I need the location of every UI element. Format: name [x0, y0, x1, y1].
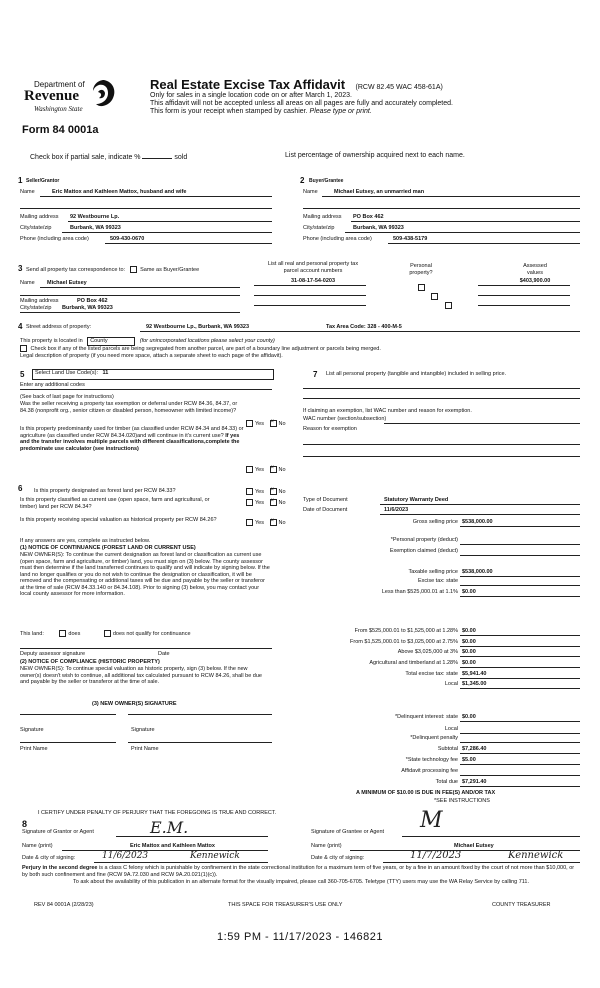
availability-note: To ask about the availability of this publication in an alternate format for the visually impaired, please call 360-705-6705. Teletype (TTY) users may use the WA Relay Service by calling 711. — [72, 879, 530, 885]
form-sub2: This affidavit will not be accepted unless all areas on all pages are fully and accurately completed. — [150, 100, 453, 107]
does-label: does — [68, 630, 81, 637]
deputy-date-label: Date — [158, 651, 170, 657]
owner-print-label-2: Print Name — [131, 746, 159, 752]
tax-row-label: *Delinquent interest: state — [395, 714, 458, 720]
tax-row-label: Taxable selling price — [408, 569, 458, 575]
assessed-heading — [500, 263, 570, 276]
parcel-heading-line2: parcel account numbers — [283, 267, 343, 274]
grantee-name-value[interactable]: Michael Eutsey — [454, 843, 494, 849]
buyer-mailing-line — [351, 221, 580, 222]
tax-row-line — [460, 678, 580, 679]
section3-heading-row — [26, 266, 199, 273]
notice2-text: NEW OWNER(S): To continue special valuation as historic property, sign (3) below. If the new owner(s) doesn't wish to continue, all additional tax calculated pursuant to RCW 84.26, shall be due and payable by the seller or transferor at the time of sale. — [20, 666, 262, 685]
s6q1-no-label: No — [278, 488, 286, 495]
agency-line3: Washington State — [34, 105, 83, 113]
tax-row-line — [460, 635, 580, 636]
s6q3-no-label: No — [278, 519, 286, 526]
legal-description-label: Legal description of property (if you need more space, attach a separate sheet to each page of the affidavit). — [20, 353, 283, 359]
tax-row-line — [460, 775, 580, 776]
buyer-name-value[interactable]: Michael Eutsey, an unmarried man — [334, 189, 425, 195]
q1-yes-checkbox[interactable] — [246, 420, 253, 427]
buyer-city-line — [345, 232, 580, 233]
owner-sig-line-right — [128, 714, 272, 715]
land-use-select[interactable] — [32, 369, 274, 380]
s6q2-no-label: No — [278, 499, 286, 506]
section6-q2: Is this property classified as current use (open space, farm and agricultural, or timber) land per RCW 84.34? — [20, 497, 210, 510]
grantor-name-value[interactable]: Eric Mattox and Kathleen Mattox — [130, 843, 215, 849]
doc-type-label: Type of Document — [303, 497, 348, 503]
reason-label: Reason for exemption — [303, 426, 357, 432]
owner-print-line-right — [128, 742, 272, 743]
tax-row-line — [460, 786, 580, 787]
grantee-signature: M — [420, 808, 443, 833]
county-select[interactable]: County — [87, 337, 135, 346]
segregated-row — [20, 345, 381, 352]
wac-line — [384, 423, 580, 424]
see-back-note: (See back of last page for instructions) — [20, 394, 114, 400]
tax-row-label: Exemption claimed (deduct) — [389, 548, 458, 554]
buyer-section-number: 2 — [300, 176, 305, 185]
q1-no-label: No — [278, 420, 286, 427]
tax-row-label: Agricultural and timberland at 1.28% — [369, 660, 458, 666]
personal-heading — [396, 263, 446, 276]
tax-row-label: Subtotal — [437, 746, 458, 752]
section5-q2 — [20, 426, 244, 452]
rev-number: REV 84 0001A (2/28/23) — [34, 902, 94, 908]
tax-row-value[interactable]: $0.00 — [462, 628, 476, 634]
tax-row-label: Affidavit processing fee — [401, 768, 458, 774]
tax-row-line — [460, 733, 580, 734]
q2-yes-checkbox[interactable] — [246, 466, 253, 473]
partial-sale-sold: sold — [174, 154, 188, 161]
tax-row-label: *Personal property (deduct) — [390, 537, 458, 543]
buyer-phone-value[interactable]: 509-438-5179 — [393, 236, 428, 242]
agency-line1: Department of — [34, 80, 85, 89]
land-use-select-value: 11 — [102, 370, 109, 376]
does-not-label: does not qualify for continuance — [112, 630, 191, 637]
personal-checkbox-3[interactable] — [445, 302, 452, 309]
tax-row-line — [460, 596, 580, 597]
seller-mailing-label: Mailing address — [20, 214, 59, 220]
q1-no-checkbox[interactable] — [270, 420, 277, 427]
section3-name-line — [40, 287, 240, 288]
tax-row-value[interactable]: $5.00 — [462, 757, 476, 763]
form-sub1: Only for sales in a single location code on or after March 1, 2023. — [150, 92, 352, 99]
perjury-text: is a class C felony which is punishable by confinement in the state correctional institution for a maximum term of five years, or by a fine in an amount fixed by the court of not more than $10,000, or by both such confinement and fine (RCW 9A.72.030 and RCW 9A.20.021(1)(c)). — [22, 865, 575, 878]
tax-area-label: Tax Area Code: — [326, 324, 366, 330]
located-label: This property is located in — [20, 338, 83, 344]
revenue-logo — [22, 78, 122, 124]
street-line — [140, 331, 580, 332]
section3-mailing-value[interactable]: PO Box 462 — [77, 298, 108, 304]
same-as-buyer-checkbox[interactable] — [130, 266, 137, 273]
notice1-text: NEW OWNER(S): To continue the current designation as forest land or classification as current use (open space, farm and agriculture, or timber) land, you must sign on (3) below. The county assessor must then determine if the land transferred continues to qualify and will indicate by signing below. If the land no longer qualifies or you do not wish to continue the designation or classification, it will be removed and the compensating or additional taxes will be due and payable by the seller or transferor at the time of sale (RCW 84.33.140 or 84.34.108). Prior to signing (3) below, you may contact your local county assessor for more information. — [20, 552, 270, 597]
grantor-name-label: Name (print) — [22, 843, 53, 849]
tax-row-label: Gross selling price — [412, 519, 458, 525]
personal-property-line-2 — [303, 398, 580, 399]
owner-print-label-1: Print Name — [20, 746, 48, 752]
s6q3-yes-label: Yes — [255, 519, 264, 526]
personal-property-line-1 — [303, 388, 580, 389]
form-number: Form 84 0001a — [22, 124, 99, 136]
tax-row-label: *State technology fee — [405, 757, 458, 763]
section5-number: 5 — [20, 370, 25, 379]
q1-yes-label: Yes — [255, 420, 264, 427]
tax-row-label: Total excise tax: state — [405, 671, 458, 677]
s6q2-yes-label: Yes — [255, 499, 264, 506]
section7-heading: List all personal property (tangible and intangible) included in selling price. — [326, 371, 507, 377]
tax-row-line — [460, 764, 580, 765]
tax-row-label: Excise tax: state — [417, 578, 458, 584]
assessed-heading-line1: Assessed — [523, 263, 547, 269]
doc-type-line — [380, 504, 580, 505]
segregated-checkbox[interactable] — [20, 345, 27, 352]
does-checkbox[interactable] — [59, 630, 66, 637]
buyer-name-label: Name — [303, 189, 318, 195]
this-land-label: This land: — [20, 630, 44, 637]
seller-phone-label: Phone (including area code) — [20, 236, 89, 242]
personal-checkbox-2[interactable] — [431, 293, 438, 300]
q2-no-label: No — [278, 466, 286, 473]
owner-signature-label-2: Signature — [131, 727, 155, 733]
seller-blank-line — [20, 208, 272, 209]
perjury-note — [22, 865, 580, 878]
segregated-text: Check box if any of the listed parcels are being segregated from another parcel, are part of a boundary line adjustment or parcels being merged. — [30, 345, 381, 352]
parcel-line-1 — [254, 285, 366, 286]
tax-row-value[interactable]: $7,286.40 — [462, 746, 487, 752]
agency-line2: Revenue — [24, 88, 79, 104]
tax-row-label: Local — [444, 681, 458, 687]
exemption-note: If claiming an exemption, list WAC number and reason for exemption. — [303, 408, 472, 414]
section3-mailing-label: Mailing address — [20, 298, 59, 304]
tax-row-value[interactable]: $0.00 — [462, 649, 476, 655]
section6-q1-answers — [246, 488, 286, 495]
s6q1-yes-label: Yes — [255, 488, 264, 495]
treasurer-space-note: THIS SPACE FOR TREASURER'S USE ONLY — [228, 902, 343, 908]
parcel-heading — [254, 261, 372, 274]
personal-heading-line2: property? — [409, 269, 433, 276]
tax-row-label: Total due — [435, 779, 458, 785]
notice1-title: (1) NOTICE OF CONTINUANCE (FOREST LAND OR CURRENT USE) — [20, 545, 196, 551]
notice2-title: (2) NOTICE OF COMPLIANCE (HISTORIC PROPERTY) — [20, 659, 160, 665]
section3-city-value[interactable]: Burbank, WA 99323 — [62, 305, 113, 311]
seller-mailing-value[interactable]: 92 Westbourne Lp. — [70, 214, 120, 220]
located-note: (for unincorporated locations please select your county) — [139, 338, 275, 344]
tax-row-line — [460, 742, 580, 743]
section3-city-line — [20, 312, 240, 313]
tax-row-value[interactable]: $538,000.00 — [462, 569, 493, 575]
additional-codes-label: Enter any additional codes — [20, 382, 85, 388]
buyer-city-label: City/state/zip — [303, 225, 335, 231]
tax-row-value[interactable]: $538,000.00 — [462, 519, 493, 525]
assessed-line-2 — [478, 295, 570, 296]
section6-number: 6 — [18, 484, 23, 493]
section6-q3-answers — [246, 519, 286, 526]
grantor-city-value[interactable]: Kennewick — [190, 851, 240, 861]
seller-phone-line — [105, 243, 272, 244]
parcel-line-3 — [254, 305, 366, 306]
owner-print-line-left — [20, 742, 116, 743]
tax-row-line — [460, 646, 580, 647]
doc-type-value[interactable]: Statutory Warranty Deed — [384, 497, 449, 503]
street-label: Street address of property: — [26, 324, 92, 330]
buyer-name-line — [322, 196, 580, 197]
tax-row-line — [460, 753, 580, 754]
tax-row-line — [460, 526, 580, 527]
tax-row-label: From $1,525,000.01 to $3,025,000 at 2.75% — [350, 639, 458, 645]
parcel-heading-line1: List all real and personal property tax — [267, 261, 359, 267]
section5-q1-answers — [246, 420, 286, 427]
q2-yes-label: Yes — [255, 466, 264, 473]
owner-signature-label-1: Signature — [20, 727, 44, 733]
see-instructions-note: *SEE INSTRUCTIONS — [434, 798, 490, 804]
grantor-sig-label: Signature of Grantor or Agent — [22, 829, 94, 835]
form-sub3: This form is your receipt when stamped by cashier. — [150, 108, 308, 115]
revenue-swirl-icon — [90, 78, 118, 114]
receipt-stamp: 1:59 PM - 11/17/2023 - 146821 — [217, 931, 383, 943]
does-not-checkbox[interactable] — [104, 630, 111, 637]
seller-phone-value[interactable]: 509-430-0670 — [110, 236, 145, 242]
tax-row-value[interactable]: $0.00 — [462, 589, 476, 595]
perjury-bold: Perjury in the second degree — [22, 865, 98, 871]
parcel-line-2 — [254, 295, 366, 296]
county-treasurer-label: COUNTY TREASURER — [492, 902, 551, 908]
buyer-heading: Buyer/Grantee — [309, 178, 344, 184]
section3-city-label: City/state/zip — [20, 305, 52, 311]
seller-section-number: 1 — [18, 176, 23, 185]
grantee-name-label: Name (print) — [311, 843, 342, 849]
seller-city-label: City/state/zip — [20, 225, 52, 231]
tax-row-value[interactable]: $5,941.40 — [462, 671, 487, 677]
personal-checkbox-1[interactable] — [418, 284, 425, 291]
notice3-title: (3) NEW OWNER(S) SIGNATURE — [92, 701, 177, 707]
buyer-phone-label: Phone (including area code) — [303, 236, 372, 242]
wac-label: WAC number (section/subsection) — [303, 416, 387, 422]
seller-heading: Seller/Grantor — [26, 178, 60, 184]
grantee-date-label: Date & city of signing: — [311, 855, 365, 861]
tax-row-label: *Delinquent penalty — [410, 735, 458, 741]
owner-sig-line-left — [20, 714, 116, 715]
tax-row-label: Above $3,025,000 at 3% — [397, 649, 458, 655]
s6q3-no-checkbox[interactable] — [270, 519, 277, 526]
reason-line-2 — [303, 456, 580, 457]
this-land-row — [20, 630, 191, 637]
section5-q2b: If yes and the transfer involves multiple parcels with different classifications,complete the predominate use calculator (see instructions) — [20, 432, 240, 452]
s6q2-no-checkbox[interactable] — [270, 499, 277, 506]
buyer-mailing-label: Mailing address — [303, 214, 342, 220]
section5-q2-answers — [246, 466, 286, 473]
section3-heading: Send all property tax correspondence to: — [26, 266, 126, 273]
s6q3-yes-checkbox[interactable] — [246, 519, 253, 526]
tax-row-label: From $525,000.01 to $1,525,000 at 1.28% — [354, 628, 458, 634]
grantor-date-line — [94, 862, 268, 863]
tax-row-label: Less than $525,000.01 at 1.1% — [381, 589, 458, 595]
deputy-signature-label: Deputy assessor signature — [20, 651, 86, 657]
tax-row-line — [460, 585, 580, 586]
tax-row-line — [460, 688, 580, 689]
section8-number: 8 — [22, 819, 28, 829]
form-title: Real Estate Excise Tax Affidavit — [150, 77, 346, 92]
street-value[interactable]: 92 Westbourne Lp., Burbank, WA 99323 — [146, 324, 249, 330]
tax-row-value[interactable]: $0.00 — [462, 714, 476, 720]
assessed-line-1 — [478, 285, 570, 286]
reason-line-1 — [303, 444, 580, 445]
buyer-mailing-value[interactable]: PO Box 462 — [353, 214, 384, 220]
buyer-city-value[interactable]: Burbank, WA 99323 — [353, 225, 404, 231]
grantor-date-value[interactable]: 11/6/2023 — [102, 851, 149, 861]
if-yes-note: If any answers are yes, complete as instructed below. — [20, 538, 151, 544]
doc-date-value[interactable]: 11/6/2023 — [384, 507, 409, 513]
section6-q3: Is this property receiving special valuation as historical property per RCW 84.26? — [20, 517, 217, 523]
assessed-value[interactable]: $403,900.00 — [519, 278, 551, 284]
grantor-date-label: Date & city of signing: — [22, 855, 76, 861]
grantee-sig-line — [402, 836, 580, 837]
deputy-signature-line — [20, 648, 272, 649]
tax-row-value[interactable]: $7,291.40 — [462, 779, 487, 785]
buyer-blank-line — [303, 208, 580, 209]
tax-row-line — [460, 544, 580, 545]
seller-city-value[interactable]: Burbank, WA 99323 — [70, 225, 121, 231]
section4-number: 4 — [18, 322, 23, 331]
tax-row-line — [460, 656, 580, 657]
grantee-city-value[interactable]: Kennewick — [508, 850, 564, 861]
doc-date-line — [380, 514, 580, 515]
s6q1-yes-checkbox[interactable] — [246, 488, 253, 495]
section7-number: 7 — [313, 370, 318, 379]
section3-number: 3 — [18, 264, 23, 273]
assessed-line-3 — [478, 305, 570, 306]
ownership-note: List percentage of ownership acquired next to each name. — [285, 152, 465, 159]
grantee-date-line — [383, 862, 580, 863]
buyer-phone-line — [388, 243, 580, 244]
minimum-due-note: A MINIMUM OF $10.00 IS DUE IN FEE(S) AND/OR TAX — [356, 790, 496, 796]
seller-name-line — [40, 196, 272, 197]
grantor-signature: E.M. — [150, 818, 189, 837]
tax-area-row — [326, 324, 402, 331]
form-sub3-italic: Please type or print. — [309, 108, 372, 115]
section5-q2a: Is this property predominantly used for timber (as classified under RCW 84.34 and 84.33) or agriculture (as classified under RCW 84.34.020)and will continue in it's current use? — [20, 426, 244, 439]
partial-sale-label: Check box if partial sale, indicate % — [30, 154, 141, 161]
tax-row-line — [460, 667, 580, 668]
seller-name-value[interactable]: Eric Mattox and Kathleen Mattox, husband and wife — [52, 189, 187, 195]
section3-name-label: Name — [20, 280, 35, 286]
tax-area-value[interactable]: 328 - 400-M-5 — [367, 324, 402, 330]
partial-sale-row — [30, 152, 187, 162]
form-sub3-row — [150, 108, 372, 116]
tax-row-value[interactable]: $0.00 — [462, 660, 476, 666]
land-use-select-label: Select Land Use Code(s): — [35, 370, 98, 376]
s6q1-no-checkbox[interactable] — [270, 488, 277, 495]
tax-row-line — [460, 555, 580, 556]
partial-sale-percent-field[interactable] — [142, 152, 172, 159]
q2-no-checkbox[interactable] — [270, 466, 277, 473]
grantee-sig-label: Signature of Grantee or Agent — [311, 829, 385, 835]
section3-name-value[interactable]: Michael Eutsey — [47, 280, 87, 286]
doc-date-label: Date of Document — [303, 507, 348, 513]
form-title-ref: (RCW 82.45 WAC 458-61A) — [355, 84, 443, 91]
tax-row-value[interactable]: $1,345.00 — [462, 681, 487, 687]
tax-row-label: Local — [444, 726, 458, 732]
section5-q1: Was the seller receiving a property tax exemption or deferral under RCW 84.36, 84.37, or 84.38 (nonprofit org., senior citizen or disabled person, homeowner with limited income)? — [20, 401, 238, 414]
grantor-sig-line — [116, 836, 268, 837]
parcel-value[interactable]: 31-08-17-54-0203 — [290, 278, 336, 284]
seller-name-label: Name — [20, 189, 35, 195]
personal-heading-line1: Personal — [410, 263, 432, 269]
section6-q1: Is this property designated as forest land per RCW 84.33? — [34, 488, 176, 494]
seller-mailing-line — [68, 221, 272, 222]
seller-city-line — [62, 232, 272, 233]
tax-row-value[interactable]: $0.00 — [462, 639, 476, 645]
tax-row-line — [460, 721, 580, 722]
assessed-heading-line2: values — [527, 269, 543, 276]
tax-row-line — [460, 576, 580, 577]
grantee-date-value[interactable]: 11/7/2023 — [410, 850, 462, 861]
section6-q2-answers — [246, 499, 286, 506]
certify-statement: I CERTIFY UNDER PENALTY OF PERJURY THAT THE FOREGOING IS TRUE AND CORRECT. — [38, 810, 277, 816]
section3-blank-line — [20, 295, 240, 296]
additional-codes-line — [20, 389, 272, 390]
same-as-buyer-label: Same as Buyer/Grantee — [140, 266, 200, 273]
s6q2-yes-checkbox[interactable] — [246, 499, 253, 506]
